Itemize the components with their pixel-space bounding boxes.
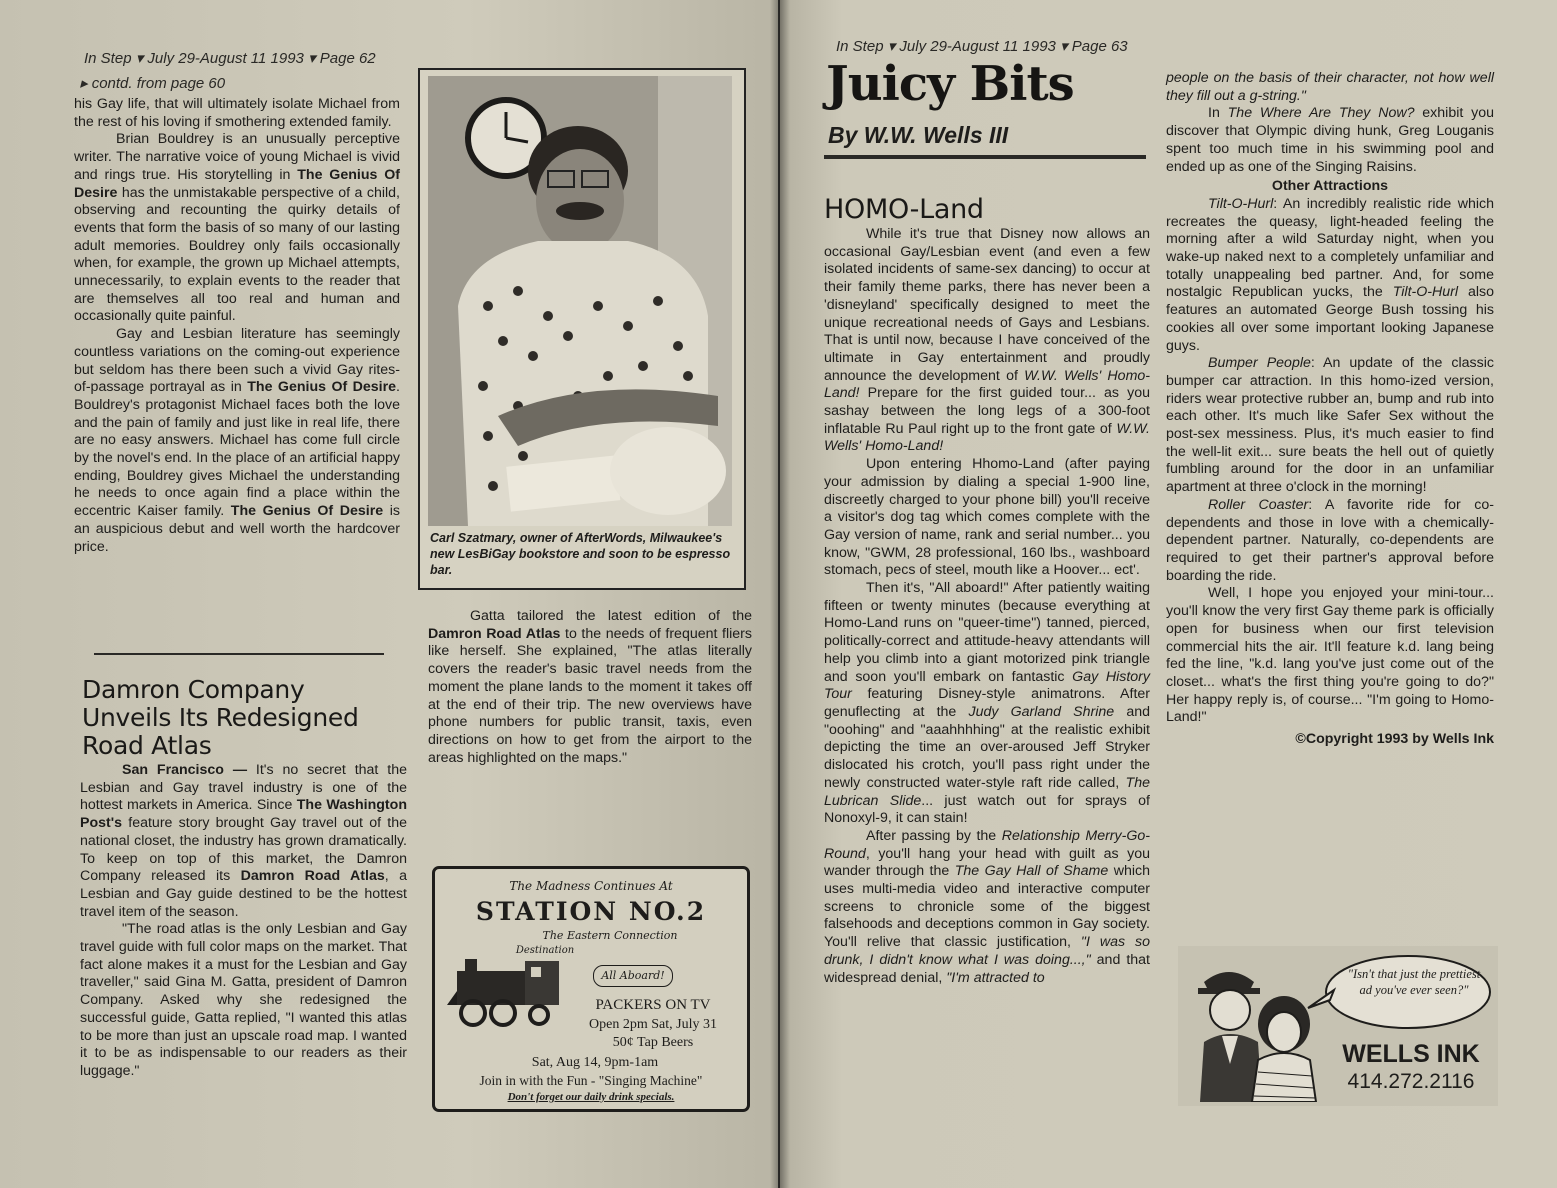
attraction-name: Bumper People [1208,355,1311,372]
product-name: Damron Road Atlas [240,868,385,885]
review-paragraph [74,326,400,556]
ad-subtitle: The Eastern Connection [542,929,678,942]
text-run: : An update of the classic bumper car attraction. In this homo-ized version, riders wear protective rubber an, bump and rub into each other. It's much like Safer Sex without the post-sex messiness. Plus, it's much easier to find the well-lit exit... sure beats the hell out of quietly fumbling around for the door in an unfamiliar apartment at three o'clock in the morning! [1166,355,1494,496]
article-paragraph [824,828,1150,987]
article-paragraph [1166,497,1494,586]
photo-caption: Carl Szatmary, owner of AfterWords, Milwaukee's new LesBiGay bookstore and soon to be espresso bar. [430,531,731,577]
left-page [0,0,778,1188]
wells-ink-ad [1178,946,1498,1106]
park-name: W.W. Wells' Homo-Land! [824,367,1151,402]
ad-tagline: The Madness Continues At [509,879,673,893]
subsection-heading: Other Attractions [1271,178,1389,195]
park-name: W.W. Wells' Homo-Land! [824,420,1150,455]
text-run: . Bouldrey's protagonist Michael faces both the love and the pain of family and just like in real life, there are no easy answers. Michael has come full circle by the novel's end. In the place of an artificial happy ending, Bouldrey gives Michael the understanding he needs to once again find a place within the eccentric Kaiser family. [74,379,400,520]
attraction-name: Tilt-O-Hurl [1392,284,1459,301]
quote: "I'm attracted to [946,969,1045,986]
juicy-bits-column-2 [1166,70,1494,749]
text-run: , a Lesbian and Gay guide destined to be the hottest travel item of the season. [80,868,407,920]
byline: By W.W. Wells III [828,122,1009,148]
text-run: Prepare for the first guided tour... as you sashay between the long legs of a 300-foot inflatable Ru Paul right up to the front gate of [824,385,1150,437]
column-title: Juicy Bits [826,56,1074,112]
article-paragraph [1166,196,1494,355]
text-run: In [1208,105,1228,122]
text-run: : An incredibly realistic ride which recreates the queasy, light-headed feeling the morning after a wild Saturday night, when you wake-up naked next to a completely unfamiliar and totally unappealing bed partner. And, for some nostalgic Republican yucks, the [1166,195,1494,301]
article-paragraph: Well, I hope you enjoyed your mini-tour... you'll know the very first Gay theme park is officially open for business when our first television commercial hits the air. It'll feature k.d. lang being fed the line, "k.d. lang you've just come out of the closet... what's the first thing you're going to do?" Her happy reply is, of course... "I'm going to Homo-Land!" [1166,585,1494,726]
ad-line-date: Sat, Aug 14, 9pm-1am [531,1055,659,1070]
publication-name: The Washington Post's [80,797,407,832]
text-run: ... just watch out for sprays of Nonoxyl-9, it can stain! [824,792,1150,827]
station-no2-ad [432,866,750,1112]
text-run: Then it's, "All aboard!" After patiently waiting fifteen or twenty minutes (because everything at Homo-Land runs on "queer-time") tanned, pierced, politically-correct and attitude-heavy attendants will help you climb into a giant motorized pink triangle and soon you'll embark on fantastic [824,580,1150,685]
text-run: which uses multi-media video and interactive computer screens to chronicle some of the biggest falsehoods and deceptions common in Gay society. You'll relive that classic justification, [824,863,1150,951]
ad-line-fun: Join in with the Fun - "Singing Machine" [479,1073,703,1088]
book-title: The Genius Of Desire [74,166,400,201]
photo-frame [418,68,746,590]
text-run: is an auspicious debut and well worth the hardcover price. [74,503,400,555]
attraction-name: Relationship Merry-Go-Round [824,827,1150,862]
quote: "I was so drunk, I didn't know what I was doing...," [824,934,1150,968]
text-run: Gay and Lesbian literature has seemingly countless variations on the coming-out experience but seldom has there been such a vivid Gay rites-of-passage portrayal as in [74,326,400,396]
ad-line-open: Open 2pm Sat, July 31 [589,1017,717,1032]
text-run: also features an automated George Bush tossing his cookies all over some important looking Japanese guys. [1166,284,1494,354]
text-run: : A favorite ride for co-dependents and those in love with a chemically-dependent partner. Naturally, co-dependents are required to get their partner's approval before boarding the ride. [1166,496,1494,584]
speech-bubble-text: "Isn't that just the prettiest ad you've ever seen?" [1347,967,1481,997]
text-run: It's no secret that the Lesbian and Gay travel industry is one of the hottest markets in America. Since [80,762,407,814]
company-name: WELLS INK [1342,1040,1480,1068]
page-header: In Step ▾ July 29-August 11 1993 ▾ Page 62 [84,50,376,67]
page-header: In Step ▾ July 29-August 11 1993 ▾ Page 63 [836,38,1128,55]
attraction-name: Tilt-O-Hurl [1208,195,1274,212]
ad-line-specials: Don't forget our daily drink specials. [507,1091,675,1103]
article-paragraph: Upon entering Hhomo-Land (after paying your admission by dialing a special 1-900 line, discreetly charged to your phone bill) you'll receive a visitor's dog tag which comes complete with the Gay version of name, rank and serial number... you know, "GWM, 28 professional, 160 lbs., washboard stomach, pecs of steel, mouth like a Hoover... ect'. [824,456,1150,579]
article-paragraph: "The road atlas is the only Lesbian and Gay travel guide with full color maps on the market. That fact alone makes it a must for the Lesbian and Gay traveller," said Gina M. Gatta, president of Damron Company. Asked why she redesigned the successful guide, Gatta replied, "I wanted this atlas to be more than just an upscale road map. I wanted it to be as indispensable to our readers as their luggage." [80,921,407,1079]
section-heading: HOMO-Land [824,194,984,225]
text-run: exhibit you discover that Olympic diving hunk, Greg Louganis spent too much time in his swimming pool and ended up as one of the Singing Raisins. [1166,105,1494,175]
right-page [780,0,1557,1188]
text-run: and "ooohing" and "aaahhhhing" at the realistic exhibit depicting the time an over-aroused Jeff Stryker dislocated his crotch, you'll pass right under the newly constructed water-style raft ride called, [824,703,1150,791]
product-name: Damron Road Atlas [428,625,561,642]
continued-note: ▸ contd. from page 60 [80,75,226,92]
book-title: The Genius Of Desire [247,379,397,396]
ad-line-beers: 50¢ Tap Beers [612,1035,694,1050]
ad-line-packers: PACKERS ON TV [595,997,711,1013]
article-paragraph [824,226,1150,456]
article-paragraph [1166,105,1494,176]
portrait-illustration [428,76,732,526]
attraction-name: Gay History Tour [824,668,1150,703]
title-rule [824,155,1146,159]
phone-number: 414.272.2116 [1347,1070,1475,1093]
attraction-name: The Gay Hall of Shame [954,863,1109,880]
text-run: has the unmistakable perspective of a child, observing and recounting the quirky details of events that form the basis of so many of our lasting adult memories. Bouldrey only fails occasionally when, for example, the grown up Michael attempts, unnecessarily, to explain events to the reader that are themselves all too real and human and occasionally quite painful. [74,184,400,325]
article-paragraph [824,580,1150,828]
text-run: featuring Disney-style animatrons. After genuflecting at the [824,686,1150,720]
spine-shadow [770,0,790,1188]
article-paragraph [80,762,407,921]
attraction-name: Judy Garland Shrine [968,703,1115,720]
juicy-bits-column-1 [824,226,1150,987]
review-paragraph: his Gay life, that will ultimately isolate Michael from the rest of his loving if smothering extended family. [74,96,400,130]
text-run: While it's true that Disney now allows an occasional Gay/Lesbian event (and even a few isolated incidents of same-sex dancing) to occur at their family theme parks, there has never been a 'disneyland' specifically designed to meet the unique recreational needs of Gays and Lesbians. That is until now, because I have conceived of the ultimate in Gay entertainment and proudly announce the development of [824,226,1150,384]
locomotive-icon [447,951,567,1031]
attraction-name: Roller Coaster [1208,496,1309,513]
review-paragraph [74,131,400,326]
article-headline: Damron Company Unveils Its Redesigned Road Atlas [82,675,359,760]
bookstore-owner-photo [428,76,732,526]
text-run: and that widespread denial, [824,951,1150,986]
article-paragraph: people on the basis of their character, not how well they fill out a g-string." [1166,70,1494,104]
ad-destination: Destination [515,945,575,956]
text-run: Gatta tailored the latest edition of the [470,608,752,624]
article-paragraph [428,608,752,767]
review-column [74,96,400,556]
section-divider [94,653,384,655]
book-title: The Genius Of Desire [230,503,384,520]
text-run: Brian Bouldrey is an unusually perceptive writer. The narrative voice of young Michael is vivid and rings true. His storytelling in [74,131,400,183]
attraction-name: The Where Are They Now? [1227,105,1415,122]
damron-column-1 [80,762,407,1081]
article-paragraph [1166,355,1494,497]
ad-all-aboard: All Aboard! [593,965,673,987]
text-run: to the needs of frequent fliers like herself. She explained, "The atlas literally covers the reader's basic travel needs from the moment the plane lands to the moment it takes off at the end of their trip. The new overviews have phone numbers for public transit, taxis, even directions on how to get from the airport to the areas highlighted on the maps." [428,625,752,766]
text-run: After passing by the [866,827,1002,844]
text-run: feature story brought Gay travel out of the national closet, the industry has grown dramatically. To keep on top of this market, the Damron Company released its [80,815,407,885]
attraction-name: The Lubrican Slide [824,774,1150,809]
ad-venue-name: STATION NO.2 [475,897,707,926]
text-run: , you'll hang your head with guilt as you wander through the [824,845,1150,880]
damron-column-2 [428,608,752,767]
dateline: San Francisco — [122,762,248,778]
copyright-line: ©Copyright 1993 by Wells Ink [1295,731,1494,748]
